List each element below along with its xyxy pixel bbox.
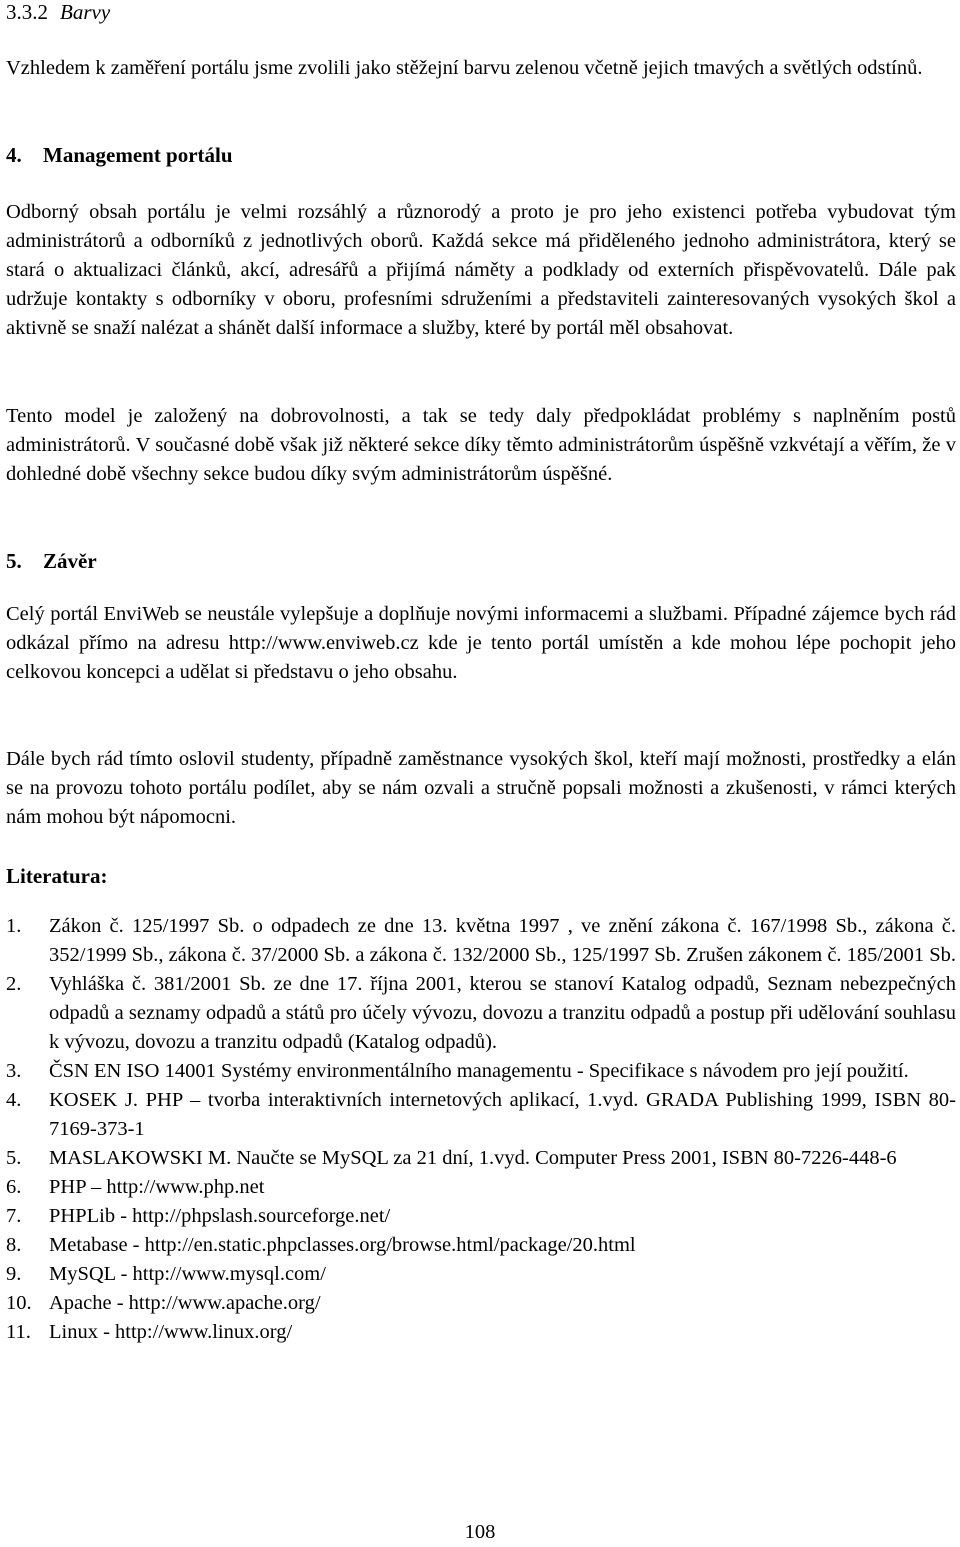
reference-text: Apache - http://www.apache.org/ <box>49 1292 321 1314</box>
reference-item <box>6 1289 956 1318</box>
reference-number: 6. <box>6 1176 22 1198</box>
section-number: 5. <box>6 549 22 573</box>
subsection-title: Barvy <box>60 0 111 24</box>
reference-number: 10. <box>6 1292 32 1314</box>
reference-item <box>6 1318 956 1347</box>
reference-text: Linux - http://www.linux.org/ <box>49 1321 293 1343</box>
reference-item <box>6 912 956 970</box>
reference-text: Metabase - http://en.static.phpclasses.org/browse.html/package/20.html <box>49 1234 636 1256</box>
section-title: Management portálu <box>43 143 233 167</box>
reference-item <box>6 1173 956 1202</box>
reference-number: 11. <box>6 1321 31 1343</box>
reference-text: MASLAKOWSKI M. Naučte se MySQL za 21 dní, 1.vyd. Computer Press 2001, ISBN 80-7226-448-6 <box>49 1147 897 1169</box>
section-title: Závěr <box>43 549 97 573</box>
subsection-number: 3.3.2 <box>6 0 48 24</box>
section-heading-zaver <box>6 547 97 576</box>
paragraph-barvy: Vzhledem k zaměření portálu jsme zvolili jako stěžejní barvu zelenou včetně jejich tmavých a světlých odstínů. <box>6 57 923 79</box>
section-heading-management <box>6 141 233 170</box>
reference-list <box>6 912 956 1347</box>
reference-text: Zákon č. 125/1997 Sb. o odpadech ze dne 13. května 1997 , ve znění zákona č. 167/1998 Sb., zákona č. 352/1999 Sb., zákona č. 37/2000 Sb. a zákona č. 132/2000 Sb., 125/1997 Sb. Zrušen zákonem č. 185/2001 Sb. <box>49 915 957 966</box>
reference-number: 5. <box>6 1147 22 1169</box>
reference-number: 4. <box>6 1089 22 1111</box>
reference-number: 9. <box>6 1263 22 1285</box>
reference-number: 7. <box>6 1205 22 1227</box>
paragraph-zaver-1: Celý portál EnviWeb se neustále vylepšuje a doplňuje novými informacemi a službami. Případné zájemce bych rád odkázal přímo na adresu http://www.enviweb.cz kde je tento portál umístěn a kde mohou lépe pochopit jeho celkovou koncepci a udělat si představu o jeho obsahu. <box>6 603 956 683</box>
reference-text: Vyhláška č. 381/2001 Sb. ze dne 17. října 2001, kterou se stanoví Katalog odpadů, Seznam nebezpečných odpadů a seznamy odpadů a států pro účely vývozu, dovozu a tranzitu odpadů a postup při udělování souhlasu k vývozu, dovozu a tranzitu odpadů (Katalog odpadů). <box>49 973 956 1053</box>
reference-number: 3. <box>6 1060 22 1082</box>
paragraph-management-1: Odborný obsah portálu je velmi rozsáhlý a různorodý a proto je pro jeho existenci potřeba vybudovat tým administrátorů a odborníků z jednotlivých oborů. Každá sekce má přiděleného jednoho administrátora, který se stará o aktualizaci článků, akcí, adresářů a přijímá náměty a podklady od externích přispěvovatelů. Dále pak udržuje kontakty s odborníky v oboru, profesními sdruženími a představiteli zainteresovaných vysokých škol a aktivně se snaží nalézat a shánět další informace a služby, které by portál měl obsahovat. <box>6 201 956 339</box>
paragraph-zaver-2: Dále bych rád tímto oslovil studenty, případně zaměstnance vysokých škol, kteří mají možnosti, prostředky a elán se na provozu tohoto portálu podílet, aby se nám ozvali a stručně popsali možnosti a zkušenosti, v rámci kterých nám mohou být nápomocni. <box>6 748 956 828</box>
subsection-heading <box>6 0 110 27</box>
reference-text: PHP – http://www.php.net <box>49 1176 265 1198</box>
reference-number: 2. <box>6 973 22 995</box>
reference-item <box>6 1086 956 1144</box>
paragraph-management-2: Tento model je založený na dobrovolnosti, a tak se tedy daly předpokládat problémy s naplněním postů administrátorů. V současné době však již některé sekce díky těmto administrátorům úspěšně vzkvétají a věřím, že v dohledné době všechny sekce budou díky svým administrátorům úspěšné. <box>6 405 956 485</box>
reference-item <box>6 1231 956 1260</box>
reference-number: 8. <box>6 1234 22 1256</box>
reference-item <box>6 1202 956 1231</box>
reference-item <box>6 1144 956 1173</box>
literature-heading: Literatura: <box>6 864 108 888</box>
reference-number: 1. <box>6 915 22 937</box>
reference-text: ČSN EN ISO 14001 Systémy environmentálního managementu - Specifikace s návodem pro její použití. <box>49 1060 909 1082</box>
reference-item <box>6 1260 956 1289</box>
reference-text: MySQL - http://www.mysql.com/ <box>49 1263 326 1285</box>
reference-text: KOSEK J. PHP – tvorba interaktivních internetových aplikací, 1.vyd. GRADA Publishing 1999, ISBN 80-7169-373-1 <box>49 1089 956 1140</box>
reference-item <box>6 1057 956 1086</box>
section-number: 4. <box>6 143 22 167</box>
reference-text: PHPLib - http://phpslash.sourceforge.net/ <box>49 1205 391 1227</box>
page-number: 108 <box>464 1521 496 1543</box>
reference-item <box>6 970 956 1057</box>
